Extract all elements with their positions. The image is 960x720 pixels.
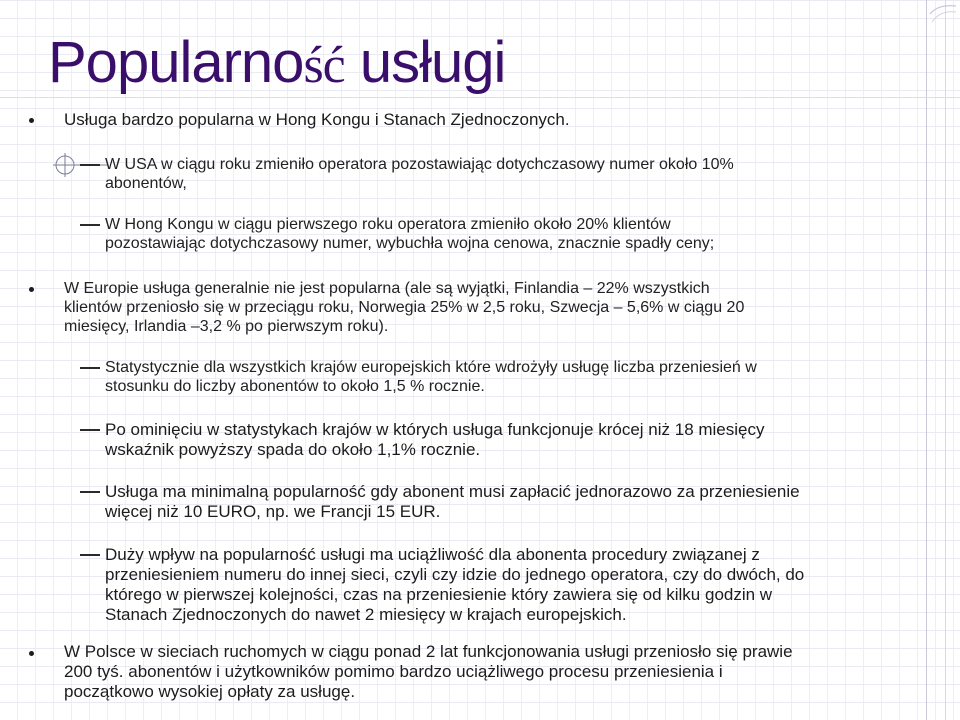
list-item-line: przeniesieniem numeru do innej sieci, czyli czy idzie do jednego operatora, czy do dwóch, do	[105, 565, 805, 584]
list-item-line: W Polsce w sieciach ruchomych w ciągu ponad 2 lat funkcjonowania usługi przeniosło się prawie	[64, 642, 793, 661]
decorative-vertical-line	[926, 0, 927, 720]
list-item	[105, 482, 800, 522]
list-item	[105, 155, 734, 193]
list-item-line: Usługa bardzo popularna w Hong Kongu i Stanach Zjednoczonych.	[64, 110, 570, 129]
slide-title-part: ść	[303, 37, 345, 94]
list-item-line: więcej niż 10 EURO, np. we Francji 15 EUR.	[105, 502, 441, 521]
list-item-line: Statystycznie dla wszystkich krajów europejskich które wdrożyły usługę liczba przeniesień w	[105, 359, 757, 376]
list-item-line: W USA w ciągu roku zmieniło operatora pozostawiając dotychczasowy numer około 10%	[105, 156, 734, 173]
dash-icon	[80, 429, 100, 431]
list-item-line: klientów przeniosło się w przeciągu roku, Norwegia 25% w 2,5 roku, Szwecja – 5,6% w ciągu 20	[64, 299, 745, 316]
dash-icon	[80, 554, 100, 556]
slide-title-part: usługi	[344, 30, 506, 95]
list-item	[105, 545, 804, 625]
list-item-line: W Europie usługa generalnie nie jest popularna (ale są wyjątki, Finlandia – 22% wszystkich	[64, 280, 710, 297]
list-item-line: którego w pierwszej kolejności, czas na przeniesienie który zawiera się od kilku godzin w	[105, 585, 773, 604]
list-item-line: 200 tyś. abonentów i użytkowników pomimo bardzo uciążliwego procesu przeniesienia i	[64, 662, 723, 681]
list-item	[64, 642, 793, 702]
bullet-icon	[29, 287, 34, 292]
bullet-icon	[29, 118, 34, 123]
list-item	[64, 110, 570, 130]
list-item	[105, 358, 757, 396]
dash-icon	[80, 367, 100, 369]
list-item	[105, 215, 714, 253]
slide-title-part: Popularno	[48, 30, 304, 95]
dash-icon	[80, 164, 100, 166]
corner-ornament-icon	[928, 2, 958, 28]
decorative-vertical-line	[945, 0, 946, 720]
list-item-line: W Hong Kongu w ciągu pierwszego roku operatora zmieniło około 20% klientów	[105, 216, 671, 233]
list-item	[105, 420, 765, 460]
list-item-line: miesięcy, Irlandia –3,2 % po pierwszym roku).	[64, 318, 389, 335]
dash-icon	[80, 491, 100, 493]
list-item-line: Po ominięciu w statystykach krajów w których usługa funkcjonuje krócej niż 18 miesięcy	[105, 420, 765, 439]
list-item-line: początkowo wysokiej opłaty za usługę.	[64, 682, 356, 701]
list-item-line: pozostawiając dotychczasowy numer, wybuchła wojna cenowa, znacznie spadły ceny;	[105, 235, 715, 252]
list-item-line: abonentów,	[105, 175, 187, 192]
dash-icon	[80, 224, 100, 226]
list-item-line: Usługa ma minimalną popularność gdy abonent musi zapłacić jednorazowo za przeniesienie	[105, 482, 800, 501]
list-item-line: Duży wpływ na popularność usługi ma uciążliwość dla abonenta procedury związanej z	[105, 545, 760, 564]
list-item	[64, 279, 744, 336]
slide-title	[48, 28, 505, 101]
list-item-line: Stanach Zjednoczonych do nawet 2 miesięcy w krajach europejskich.	[105, 605, 627, 624]
bullet-icon	[29, 651, 34, 656]
list-item-line: stosunku do liczby abonentów to około 1,5 % rocznie.	[105, 378, 485, 395]
list-item-line: wskaźnik powyższy spada do około 1,1% rocznie.	[105, 440, 481, 459]
